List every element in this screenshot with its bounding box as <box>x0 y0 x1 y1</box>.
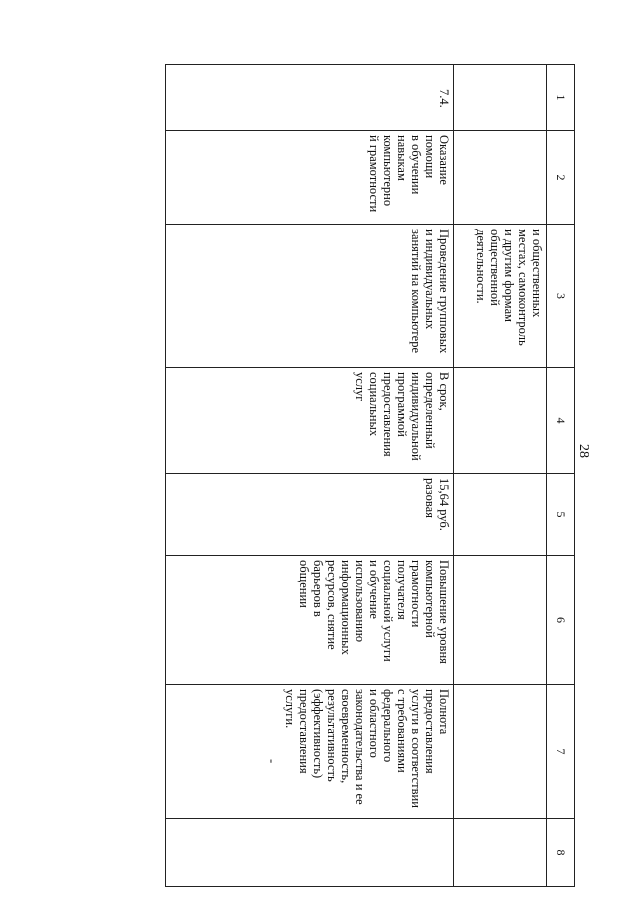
services-table <box>165 64 575 887</box>
cell-result <box>166 556 454 685</box>
cell-continued-content <box>454 225 547 368</box>
column-header-8: 8 <box>547 819 575 887</box>
cell-service-content <box>166 225 454 368</box>
column-header-5: 5 <box>547 474 575 556</box>
tariff-text: 15,64 руб. разовая <box>423 478 451 531</box>
header-row <box>547 65 575 887</box>
column-header-4: 4 <box>547 368 575 474</box>
cell-empty <box>454 65 547 131</box>
quality-text: Полнота предоставления услуги в соответствии с требованиями федерального и областного законодательства и ее своевременность, результативность (эффективность) предоставления услуги. <box>283 689 451 808</box>
service-name: Оказание помощи в обучении навыкам компьютерно й грамотности <box>367 135 451 213</box>
column-header-6: 6 <box>547 556 575 685</box>
deadline-text: В срок, определенный индивидуальной программой предоставления социальных услуг <box>353 372 451 461</box>
cell-empty <box>454 685 547 819</box>
cell-quality <box>166 685 454 819</box>
column-header-1: 1 <box>547 65 575 131</box>
cell-col8 <box>166 819 454 887</box>
continued-text: и общественных местах, самоконтроль и другим формам общественной деятельности. <box>474 229 544 346</box>
row-number: 7.4. <box>437 89 451 108</box>
cell-row-number <box>166 65 454 131</box>
quality-mark: - <box>265 759 279 764</box>
cell-service-name <box>166 131 454 225</box>
service-content: Проведение групповых и индивидуальных занятий на компьютере <box>409 229 451 354</box>
cell-deadline <box>166 368 454 474</box>
table-row-continuation <box>454 65 547 887</box>
cell-empty <box>454 368 547 474</box>
result-text: Повышение уровня компьютерной грамотности получателя социальной услуги и обучение использованию информационных ресурсов, снятие барьеров в общении <box>297 560 451 664</box>
column-header-2: 2 <box>547 131 575 225</box>
column-header-7: 7 <box>547 685 575 819</box>
cell-empty <box>454 556 547 685</box>
table-row-7-4 <box>166 65 454 887</box>
cell-empty <box>454 131 547 225</box>
cell-empty <box>454 819 547 887</box>
cell-empty <box>454 474 547 556</box>
cell-tariff <box>166 474 454 556</box>
page-number: 28 <box>576 444 591 458</box>
column-header-3: 3 <box>547 225 575 368</box>
